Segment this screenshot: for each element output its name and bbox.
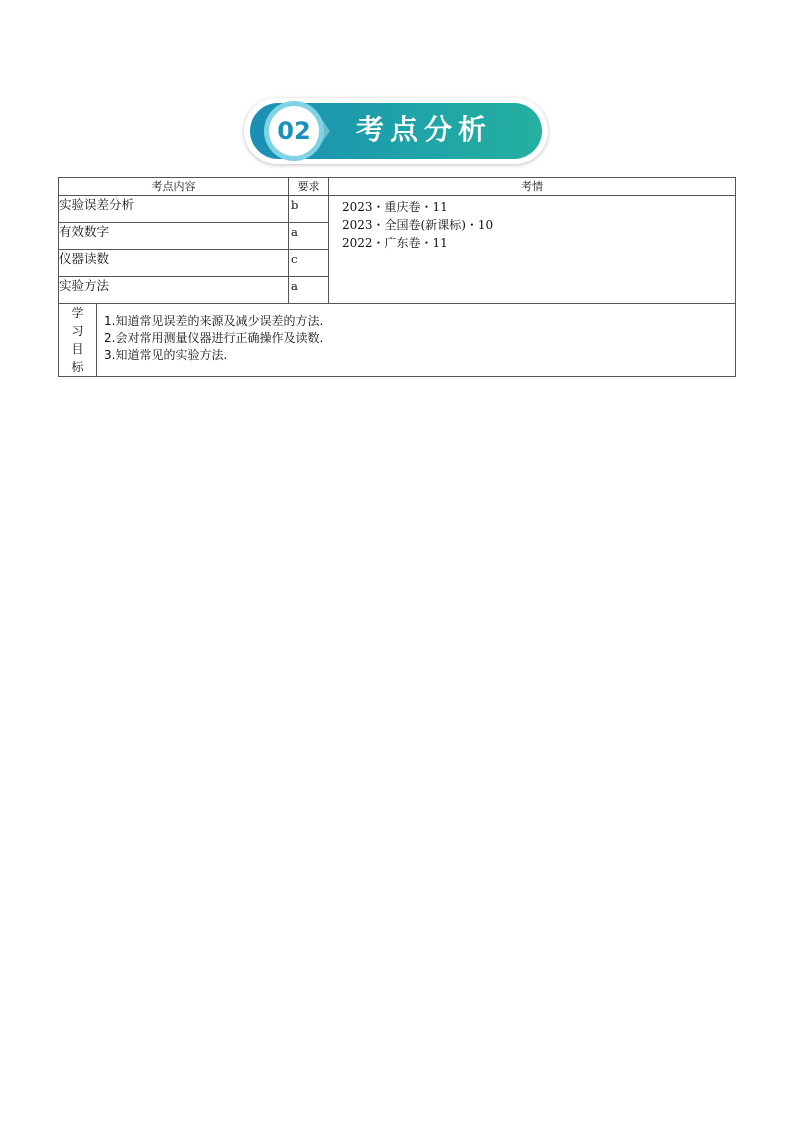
goal-item: 3.知道常见的实验方法. bbox=[104, 348, 228, 362]
topic-requirement: a bbox=[289, 223, 329, 250]
goals-label-char: 目 bbox=[71, 342, 84, 356]
topic-requirement: b bbox=[289, 196, 329, 223]
section-banner bbox=[244, 98, 548, 164]
exam-item: 2023・全国卷(新课标)・10 bbox=[342, 218, 494, 232]
topic-requirement: c bbox=[289, 250, 329, 277]
topic-content: 实验方法 bbox=[59, 277, 289, 304]
exam-item: 2023・重庆卷・11 bbox=[342, 200, 448, 214]
exam-item: 2022・广东卷・11 bbox=[342, 236, 448, 250]
banner-number: 02 bbox=[269, 106, 319, 156]
topic-requirement: a bbox=[289, 277, 329, 304]
exam-info-cell bbox=[329, 196, 736, 304]
topic-content: 有效数字 bbox=[59, 223, 289, 250]
topic-content: 实验误差分析 bbox=[59, 196, 289, 223]
goal-item: 2.会对常用测量仪器进行正确操作及读数. bbox=[104, 331, 324, 345]
banner-title: 考点分析 bbox=[356, 113, 493, 146]
table-row bbox=[59, 196, 736, 223]
goals-label-char: 标 bbox=[71, 360, 84, 374]
goals-label-char: 学 bbox=[71, 306, 84, 320]
learning-goals-label bbox=[59, 304, 97, 377]
header-requirement: 要求 bbox=[289, 178, 329, 196]
topic-content: 仪器读数 bbox=[59, 250, 289, 277]
learning-goals-list bbox=[97, 304, 736, 377]
learning-goals-row bbox=[59, 304, 736, 377]
goal-item: 1.知道常见误差的来源及减少误差的方法. bbox=[104, 314, 324, 328]
header-exam: 考情 bbox=[329, 178, 736, 196]
goals-label-char: 习 bbox=[71, 324, 84, 338]
analysis-table bbox=[58, 177, 736, 377]
header-content: 考点内容 bbox=[59, 178, 289, 196]
table-header-row bbox=[59, 178, 736, 196]
